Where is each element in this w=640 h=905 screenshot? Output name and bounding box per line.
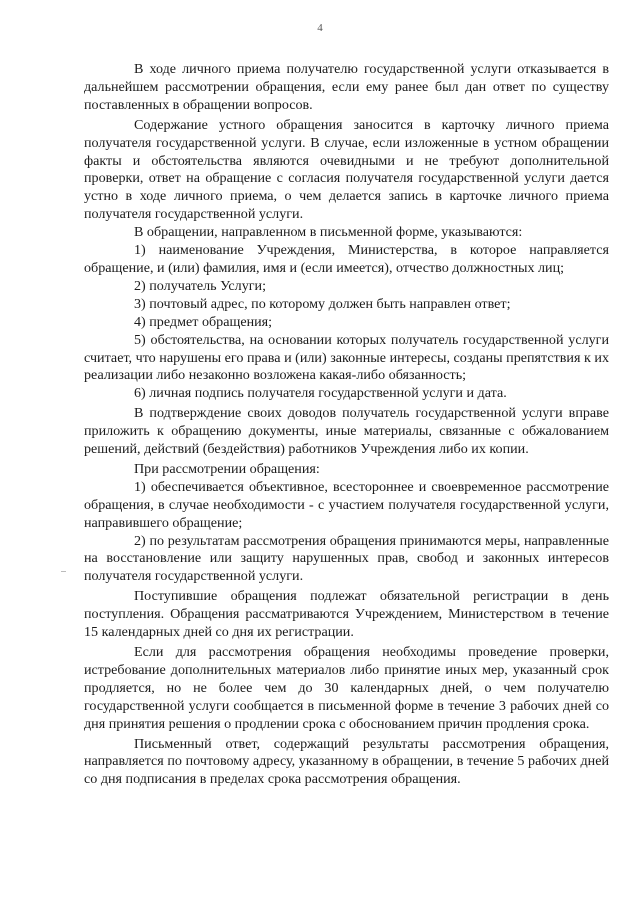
paragraph-supporting-documents: В подтверждение своих доводов получатель государственной услуги вправе приложить к обращению документы, иные материалы, связанные с обжалованием решений, действий (бездействия) работников Учреждения либо их копии. <box>84 405 609 458</box>
list-item-1: 1) наименование Учреждения, Министерства, в которое направляется обращение, и (или) фамилия, имя и (если имеется), отчество должностных лиц; <box>84 242 609 276</box>
list-item-5: 5) обстоятельства, на основании которых получатель государственной услуги считает, что нарушены его права и (или) законные интересы, созданы препятствия к их реализации либо незаконно возложена какая-либо обязанность; <box>84 331 609 384</box>
list-item-2: 2) получатель Услуги; <box>134 277 266 294</box>
paragraph-extension: Если для рассмотрения обращения необходимы проведение проверки, истребование дополнительных материалов либо принятие иных мер, указанный срок продляется, но не более чем до 30 календарных дней, о чем получателю государственной услуги сообщается в письменной форме в течение 3 рабочих дней со дня принятия решения о продлении срока с обоснованием причин продления срока. <box>84 644 609 732</box>
paragraph-oral-appeal: Содержание устного обращения заносится в карточку личного приема получателя государственной услуги. В случае, если изложенные в устном обращении факты и обстоятельства являются очевидными и не требуют дополнительной проверки, ответ на обращение с согласия получателя государственной услуги дается устно в ходе личного приема, о чем делается запись в карточке личного приема получателя государственной услуги. <box>84 116 609 223</box>
paragraph-written-answer: Письменный ответ, содержащий результаты рассмотрения обращения, направляется по почтовому адресу, указанному в обращении, в течение 5 рабочих дней со дня подписания в пределах срока рассмотрения обращения. <box>84 735 609 788</box>
list-item-6: 6) личная подпись получателя государственной услуги и дата. <box>134 385 507 402</box>
document-body <box>84 61 609 789</box>
paragraph-written-appeal-intro: В обращении, направленном в письменной форме, указываются: <box>134 224 523 241</box>
paragraph-registration: Поступившие обращения подлежат обязательной регистрации в день поступления. Обращения рассматриваются Учреждением, Министерством в течение 15 календарных дней со дня их регистрации. <box>84 588 609 641</box>
paragraph-consideration-intro: При рассмотрении обращения: <box>134 460 320 477</box>
list-item-3: 3) почтовый адрес, по которому должен быть направлен ответ; <box>134 295 511 312</box>
consideration-item-1: 1) обеспечивается объективное, всестороннее и своевременное рассмотрение обращения, в случае необходимости - с участием получателя государственной услуги, направившего обращение; <box>84 478 609 531</box>
consideration-item-2: 2) по результатам рассмотрения обращения принимаются меры, направленные на восстановление или защиту нарушенных прав, свобод и законных интересов получателя государственной услуги. <box>84 532 609 585</box>
paragraph-refusal: В ходе личного приема получателю государственной услуги отказывается в дальнейшем рассмотрении обращения, если ему ранее был дан ответ по существу поставленных в обращении вопросов. <box>84 61 609 113</box>
list-item-4: 4) предмет обращения; <box>134 313 273 330</box>
margin-mark <box>61 571 66 572</box>
page-number: 4 <box>317 22 323 34</box>
